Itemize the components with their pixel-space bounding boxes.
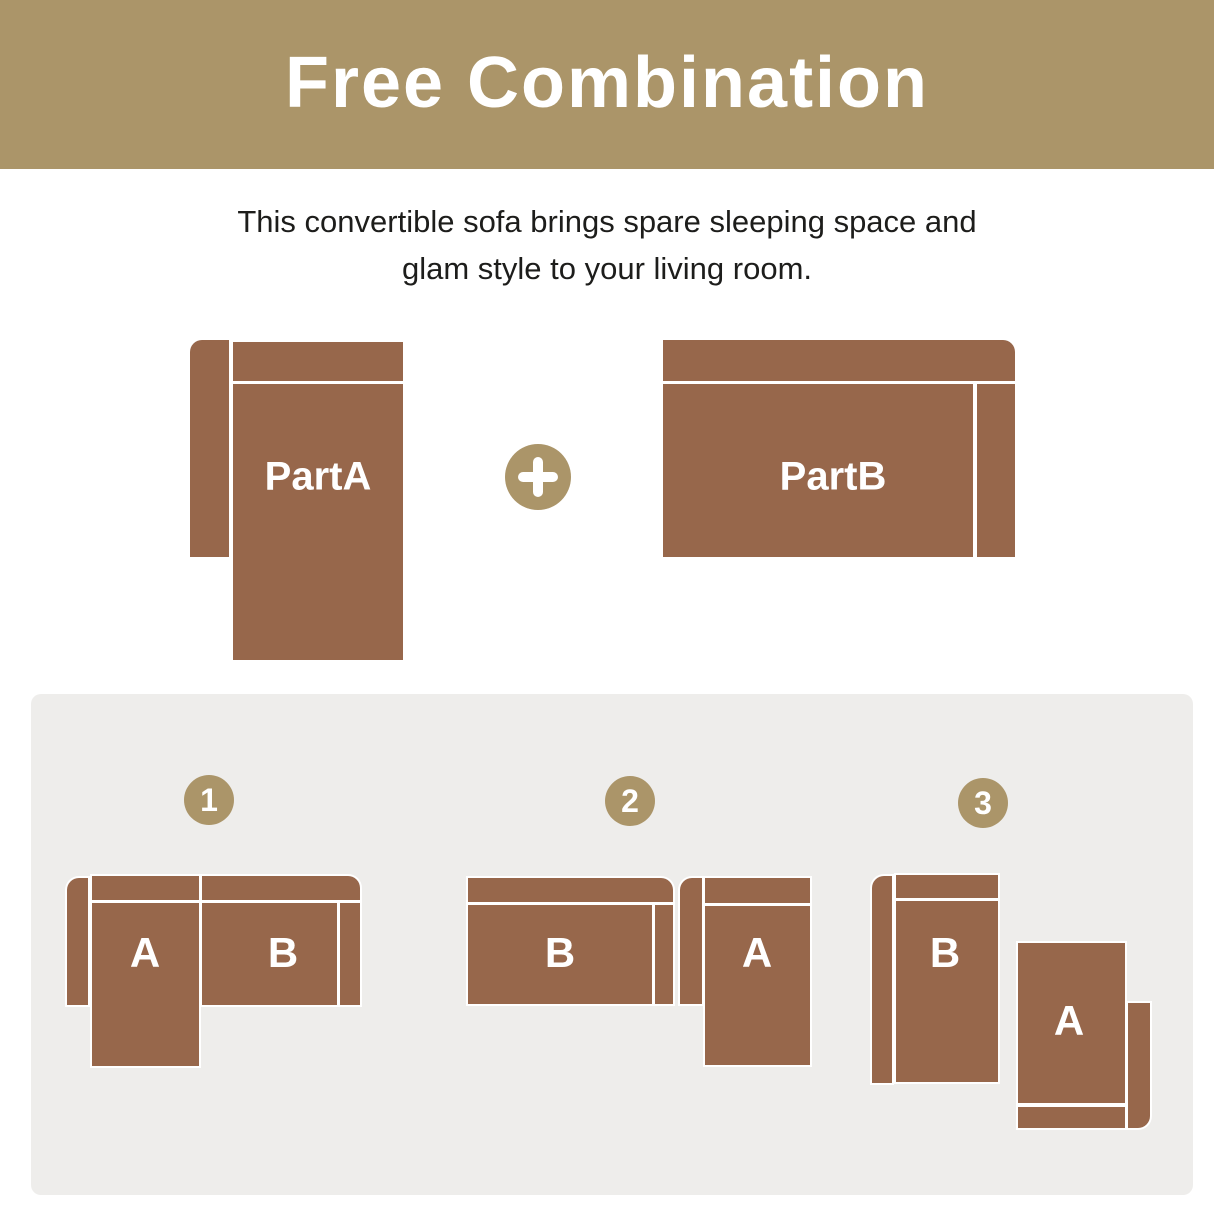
part-a-label: PartA <box>264 454 372 499</box>
combo-2-label-b: B <box>544 929 576 976</box>
combo-3-piece-a-armrest <box>1128 1003 1150 1128</box>
combo-2-piece-a-backrest <box>705 878 810 903</box>
combo-1-piece-a-armrest <box>67 878 88 1005</box>
combo-3-piece-b-backrest <box>896 875 998 898</box>
combo-1-label-b: B <box>267 929 299 976</box>
page-title: Free Combination <box>284 42 930 123</box>
combo-1-piece-a-backrest <box>92 876 199 900</box>
plus-icon <box>505 444 571 510</box>
part-b-backrest <box>663 340 1015 381</box>
part-b-label: PartB <box>779 454 887 499</box>
part-a-armrest <box>190 340 229 557</box>
description-line-1: This convertible sofa brings spare sleeping space and <box>237 204 977 239</box>
title-banner <box>0 0 1214 169</box>
description-text <box>0 198 1214 292</box>
part-b-armrest <box>977 384 1015 557</box>
combo-3-number: 3 <box>974 784 992 821</box>
combo-2-label-a: A <box>741 929 773 976</box>
combo-2-piece-b-armrest <box>655 905 673 1004</box>
combo-3-piece-a-backrest <box>1018 1107 1125 1128</box>
combo-3-piece-b-armrest <box>872 876 892 1083</box>
combo-1-badge <box>184 775 234 825</box>
combo-2-piece-a-armrest <box>680 878 702 1004</box>
combo-3-badge <box>958 778 1008 828</box>
combo-2-number: 2 <box>621 782 639 819</box>
combo-3-label-a: A <box>1053 997 1085 1044</box>
part-a-seat <box>233 384 403 660</box>
part-a-backrest <box>233 342 403 381</box>
description-line-2: glam style to your living room. <box>401 251 813 286</box>
combo-1-piece-a-seat <box>92 903 199 1066</box>
combo-1-label-a: A <box>129 929 161 976</box>
plus-bar-vertical <box>533 457 543 497</box>
combo-3-label-b: B <box>929 929 961 976</box>
combo-2-badge <box>605 776 655 826</box>
combo-1-piece-b-backrest <box>202 876 360 900</box>
combo-2-piece-b-backrest <box>468 878 673 902</box>
combo-1-number: 1 <box>200 781 218 818</box>
combo-1-piece-b-armrest <box>340 903 360 1005</box>
